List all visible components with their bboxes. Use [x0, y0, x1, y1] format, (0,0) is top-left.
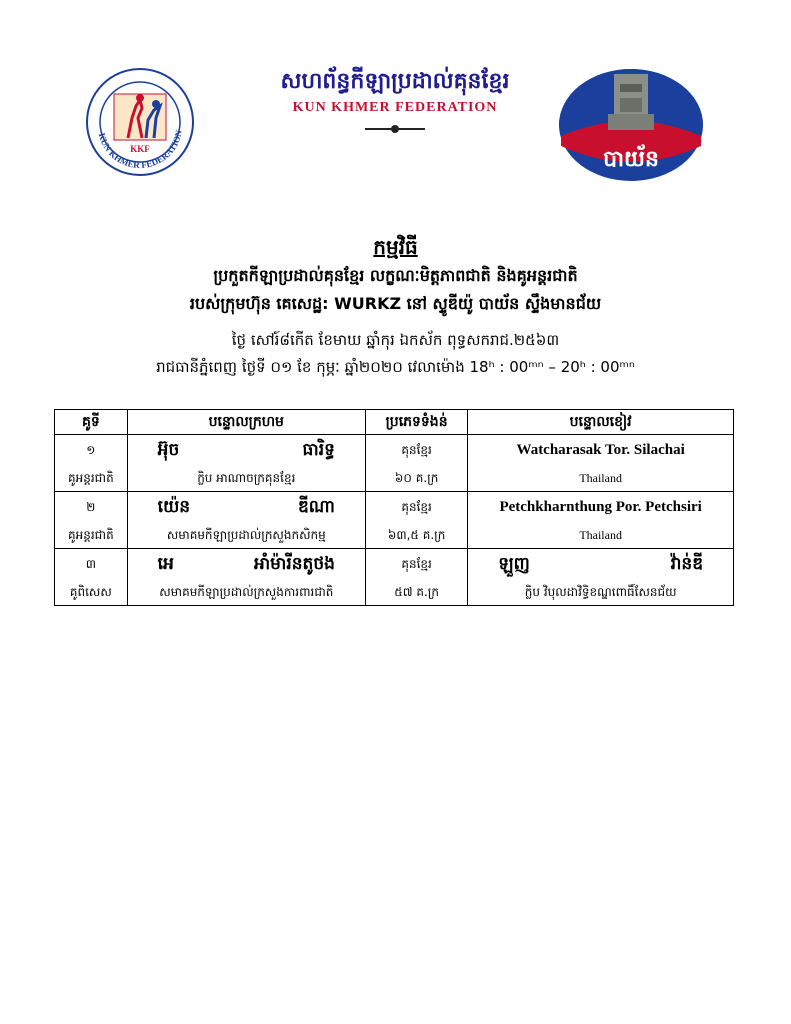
table-header-row	[55, 410, 734, 435]
red-fighter-last: ឌីណា	[297, 497, 335, 517]
blue-fighter-club: ក្លិប វិបុលដាវិទ្ធិខណ្ឌពោធិ៍សែនជ័យ	[524, 585, 677, 599]
bayon-logo-graphic	[556, 66, 706, 184]
federation-name-khmer: សហព័ន្ធកីឡាប្រដាល់គុនខ្មែរ	[280, 69, 510, 94]
bout-number: ១	[86, 443, 96, 457]
red-fighter-name	[128, 435, 365, 465]
blue-fighter-club: Thailand	[579, 528, 622, 542]
bayon-logo-text: បាយ័ន	[603, 147, 659, 172]
weight-cell	[365, 549, 467, 606]
bout-cell	[55, 492, 128, 549]
logo-initials: KKF	[130, 144, 150, 154]
red-fighter-last: ធារិទ្ធ	[302, 440, 335, 460]
bout-number: ២	[86, 500, 96, 514]
bout-cell	[55, 549, 128, 606]
bout-type: គូអន្តរជាតិ	[67, 528, 114, 542]
red-fighter-name	[128, 492, 365, 522]
blue-fighter-first: ឡួញ	[498, 554, 530, 574]
blue-fighter-club: Thailand	[579, 471, 622, 485]
blue-fighter-last: វ៉ាន់ឌី	[670, 554, 703, 574]
bout-type: គូអន្តរជាតិ	[67, 471, 114, 485]
ornament-divider	[365, 124, 425, 134]
red-fighter-last: អាំម៉ារីនតូថង	[253, 554, 335, 574]
event-organizer-venue: របស់ក្រុមហ៊ុន គេសេដ្ឋ: WURKZ នៅ ស្ទូឌីយ៉ូ បាយ័ន ស្ទឹងមានជ័យ	[189, 294, 602, 313]
red-fighter-name	[128, 549, 365, 579]
blue-corner-cell	[468, 492, 734, 549]
header-blue-corner: បន្ទោលខៀវ	[468, 410, 734, 435]
weight-value: ៦០ គ.ក្រ	[394, 471, 439, 485]
weight-value: ៥៧ គ.ក្រ	[394, 585, 439, 599]
federation-name-english: KUN KHMER FEDERATION	[292, 100, 498, 115]
bayon-logo	[556, 66, 706, 184]
weight-cell	[365, 435, 467, 492]
program-title: កម្មវិធី	[373, 235, 418, 259]
table-row	[55, 549, 734, 606]
event-date-time: រាជធានីភ្នំពេញ ថ្ងៃទី ០១ ខែ កុម្ភៈ ឆ្នាំ២០២០ វេលាម៉ោង 18ʰ : 00ᵐⁿ – 20ʰ : 00ᵐⁿ	[156, 358, 635, 376]
blue-corner-cell	[468, 549, 734, 606]
fight-card-table	[54, 409, 734, 606]
header-red-corner: បន្ទោលក្រហម	[127, 410, 365, 435]
blue-fighter-name: Watcharasak Tor. Silachai	[516, 442, 685, 458]
kkf-logo-graphic	[84, 66, 196, 178]
weight-category: គុនខ្មែរ	[401, 443, 432, 457]
table-row	[55, 492, 734, 549]
blue-fighter-name	[468, 549, 733, 579]
bout-type: គូពិសេស	[69, 585, 112, 599]
red-fighter-first: អេ	[157, 554, 174, 574]
weight-category: គុនខ្មែរ	[401, 500, 432, 514]
bout-cell	[55, 435, 128, 492]
red-fighter-club: ក្លិប អាណាចក្រគុនខ្មែរ	[197, 471, 296, 485]
header-bout-number: គូទី	[55, 410, 128, 435]
table-row	[55, 435, 734, 492]
weight-cell	[365, 492, 467, 549]
blue-fighter-name: Petchkharnthung Por. Petchsiri	[499, 499, 702, 515]
letterhead	[220, 66, 570, 134]
weight-category: គុនខ្មែរ	[401, 557, 432, 571]
red-corner-cell	[127, 492, 365, 549]
weight-value: ៦៣,៥ គ.ក្រ	[387, 528, 446, 542]
red-fighter-club: សមាគមកីឡាប្រដាល់ក្រសួងការពារជាតិ	[159, 585, 334, 599]
red-fighter-first: អ៊ុច	[157, 440, 180, 460]
event-lunar-date: ថ្ងៃ សៅរ៍៨កើត ខែមាឃ ឆ្នាំកុរ ឯកស័ក ពុទ្ធសករាជ.២៥៦៣	[231, 331, 560, 349]
red-fighter-club: សមាគមកីឡាប្រដាល់ក្រសួងកសិកម្ម	[166, 528, 326, 542]
red-corner-cell	[127, 435, 365, 492]
logo-ring-text: KUN KHMER FEDERATION	[96, 129, 184, 171]
bout-number: ៣	[85, 557, 96, 571]
kkf-logo	[84, 66, 196, 178]
blue-corner-cell	[468, 435, 734, 492]
header-weight-class: ប្រភេទទំងន់	[365, 410, 467, 435]
program-title-block	[0, 232, 791, 380]
event-description: ប្រកួតកីឡាប្រដាល់គុនខ្មែរ លក្ខណៈមិត្តភាពជាតិ និងគូអន្តរជាតិ	[213, 266, 578, 285]
red-corner-cell	[127, 549, 365, 606]
red-fighter-first: យ៉េន	[157, 497, 191, 517]
